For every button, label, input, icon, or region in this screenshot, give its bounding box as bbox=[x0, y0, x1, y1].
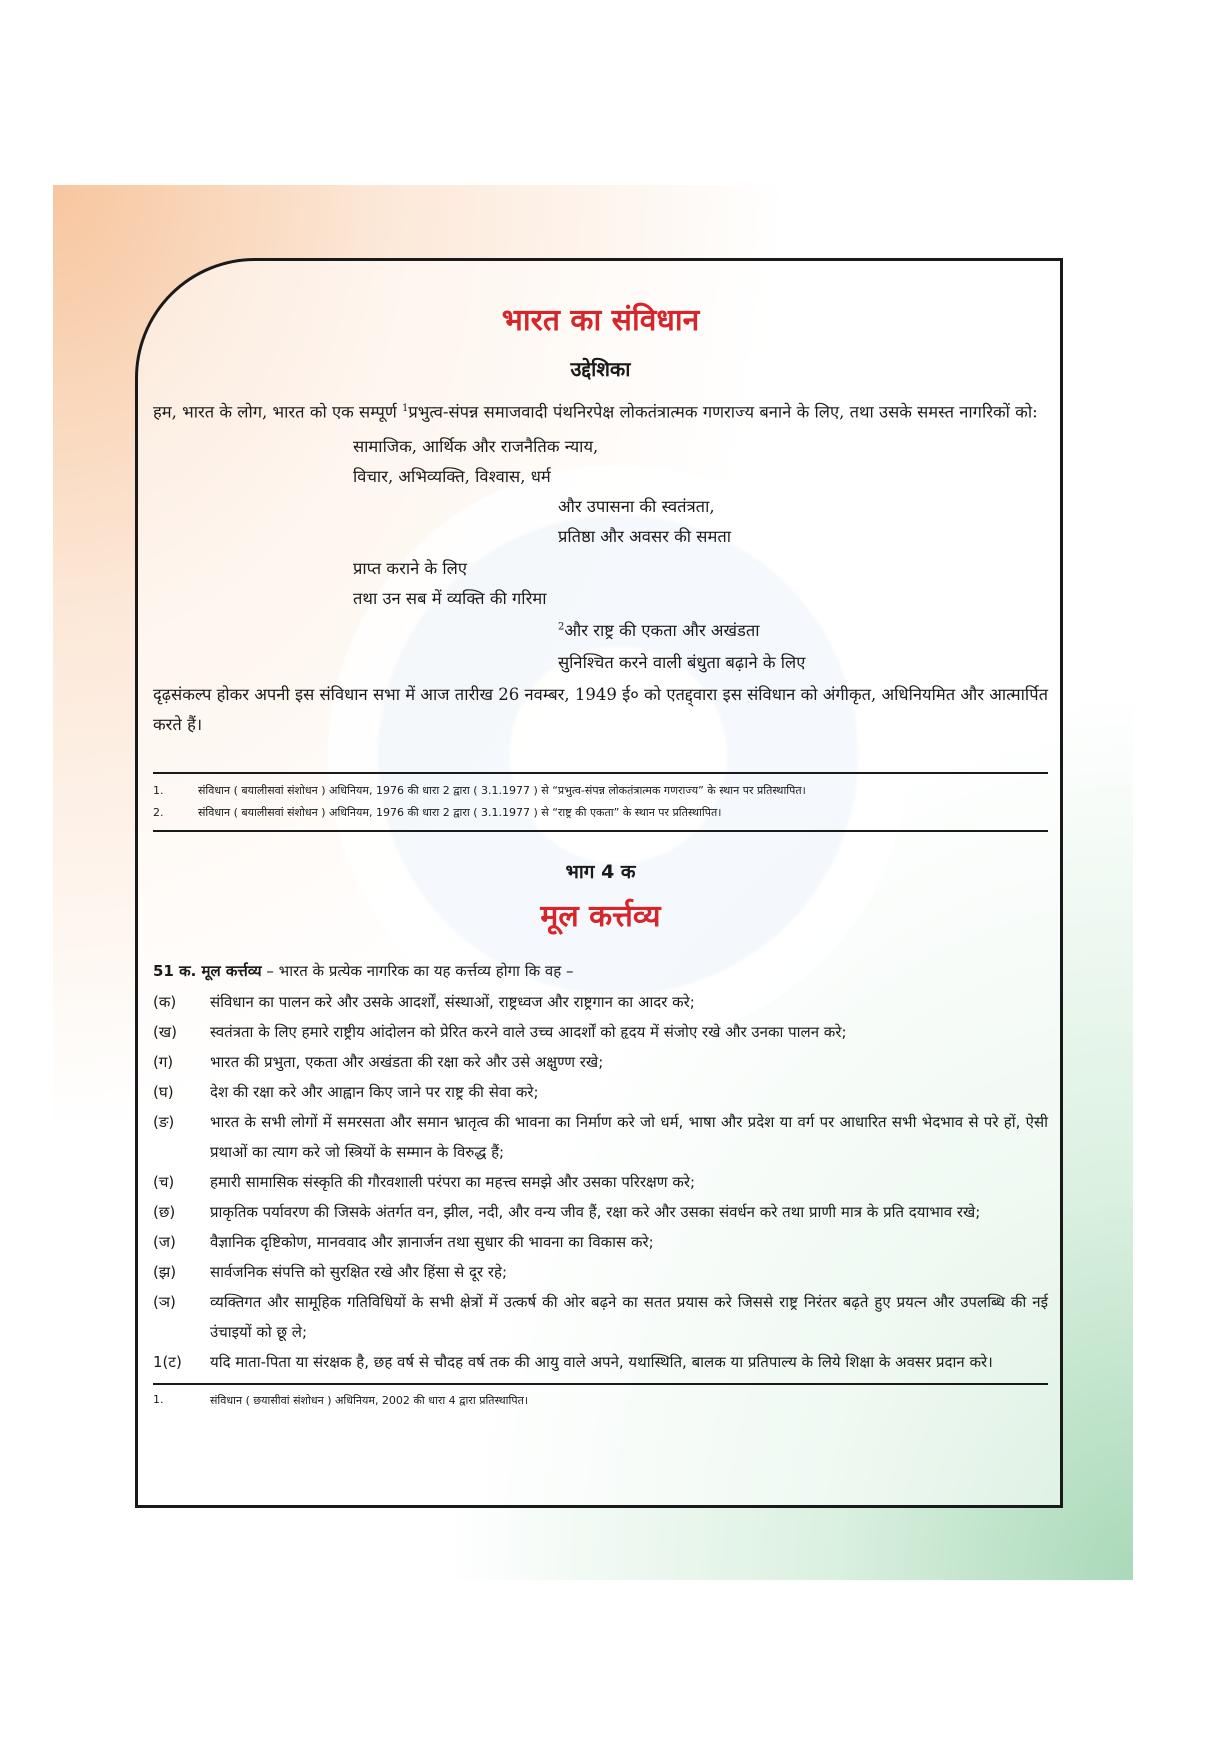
constitution-title: भारत का संविधान bbox=[501, 303, 700, 338]
verse-line bbox=[558, 618, 760, 641]
footnote-number: 2. bbox=[153, 805, 164, 819]
duty-label: (ख) bbox=[153, 1022, 177, 1041]
list-item bbox=[153, 1017, 1048, 1047]
list-item bbox=[153, 1227, 1048, 1257]
duty-text: भारत की प्रभुता, एकता और अखंडता की रक्षा करे और उसे अक्षुण्ण रखे; bbox=[210, 1052, 604, 1071]
duty-label: (क) bbox=[153, 992, 177, 1011]
list-item bbox=[153, 1287, 1048, 1347]
footnote bbox=[153, 802, 1048, 824]
preamble-heading: उद्देशिका bbox=[570, 357, 631, 381]
list-item bbox=[153, 1107, 1048, 1167]
duties-intro-bold: 51 क. मूल कर्त्तव्य bbox=[153, 961, 262, 980]
duties-footnote bbox=[153, 1383, 1048, 1408]
duty-text: प्राकृतिक पर्यावरण की जिसके अंतर्गत वन, झील, नदी, और वन्य जीव हैं, रक्षा करे और उसका संवर्धन करे तथा प्राणी मात्र के प्रति दयाभाव रखे; bbox=[210, 1202, 981, 1221]
duty-text: यदि माता-पिता या संरक्षक है, छह वर्ष से चौदह वर्ष तक की आयु वाले अपने, यथास्थिति, बालक या प्रतिपाल्य के लिये शिक्षा के अवसर प्रदान करे। bbox=[210, 1352, 993, 1371]
footnote-number: 1. bbox=[153, 783, 164, 797]
verse-line: सामाजिक, आर्थिक और राजनैतिक न्याय, bbox=[353, 436, 599, 456]
verse-line: और उपासना की स्वतंत्रता, bbox=[558, 496, 715, 516]
verse-line: प्राप्त कराने के लिए bbox=[353, 558, 467, 578]
list-item bbox=[153, 1167, 1048, 1197]
footnote-marker-1: 1 bbox=[402, 403, 409, 414]
preamble-closing bbox=[153, 680, 1048, 740]
list-item bbox=[153, 987, 1048, 1017]
duties-title: मूल कर्त्तव्य bbox=[540, 898, 661, 934]
list-item bbox=[153, 1257, 1048, 1287]
footnote-number: 1. bbox=[153, 1392, 164, 1406]
preamble-opening-b: प्रभुत्व-संपन्न समाजवादी पंथनिरपेक्ष लोकतंत्रात्मक गणराज्य बनाने के लिए, तथा उसके समस्त नागरिकों को: bbox=[408, 402, 1038, 422]
preamble-closing-text: दृढ़संकल्प होकर अपनी इस संविधान सभा में आज तारीख 26 नवम्बर, 1949 ई० को एतद्द्वारा इस संविधान को अंगीकृत, अधिनियमित और आत्मार्पित करते हैं। bbox=[153, 684, 1048, 734]
duty-text: वैज्ञानिक दृष्टिकोण, मानववाद और ज्ञानार्जन तथा सुधार की भावना का विकास करे; bbox=[210, 1232, 654, 1251]
duty-label: (च) bbox=[153, 1172, 175, 1191]
list-item bbox=[153, 1347, 1048, 1377]
footnote-text: संविधान ( बयालीसवां संशोधन ) अधिनियम, 1976 की धारा 2 द्वारा ( 3.1.1977 ) से “प्रभुत्व-संपन्न लोकतंत्रात्मक गणराज्य” के स्थान पर प्रतिस्थापित। bbox=[198, 783, 806, 797]
footnote bbox=[153, 780, 1048, 802]
list-item bbox=[153, 1077, 1048, 1107]
verse-line-text: और राष्ट्र की एकता और अखंडता bbox=[564, 620, 760, 640]
preamble-opening bbox=[153, 394, 1048, 428]
preamble-opening-a: हम, भारत के लोग, भारत को एक सम्पूर्ण bbox=[153, 402, 403, 422]
duty-text: देश की रक्षा करे और आह्वान किए जाने पर राष्ट्र की सेवा करे; bbox=[210, 1082, 539, 1101]
duty-label: (ङ) bbox=[153, 1112, 175, 1131]
verse-line: तथा उन सब में व्यक्ति की गरिमा bbox=[353, 588, 547, 608]
footnote-text: संविधान ( छयासीवां संशोधन ) अधिनियम, 2002 की धारा 4 द्वारा प्रतिस्थापित। bbox=[210, 1393, 529, 1407]
duty-text: संविधान का पालन करे और उसके आदर्शों, संस्थाओं, राष्ट्रध्वज और राष्ट्रगान का आदर करे; bbox=[210, 992, 695, 1011]
duty-label: (ज) bbox=[153, 1232, 176, 1251]
duty-text: भारत के सभी लोगों में समरसता और समान भ्रातृत्व की भावना का निर्माण करे जो धर्म, भाषा और प्रदेश या वर्ग पर आधारित सभी भेदभाव से परे हों, ऐसी प्रथाओं का त्याग करे जो स्त्रियों के सम्मान के विरुद्ध हैं; bbox=[210, 1112, 1048, 1161]
duty-label: (छ) bbox=[153, 1202, 176, 1221]
duty-text: हमारी सामासिक संस्कृति की गौरवशाली परंपरा का महत्त्व समझे और उसका परिरक्षण करे; bbox=[210, 1172, 696, 1191]
duty-label: (ञ) bbox=[153, 1292, 176, 1311]
footnote-marker-2: 2 bbox=[558, 621, 565, 632]
duty-label: 1(ट) bbox=[153, 1352, 182, 1371]
duty-label: (झ) bbox=[153, 1262, 177, 1281]
duty-label: (घ) bbox=[153, 1082, 174, 1101]
document-content bbox=[153, 290, 1048, 1408]
preamble-footnotes bbox=[153, 772, 1048, 832]
duty-label: (ग) bbox=[153, 1052, 174, 1071]
verse-line: प्रतिष्ठा और अवसर की समता bbox=[558, 526, 731, 546]
list-item bbox=[153, 1047, 1048, 1077]
duties-intro-rest: – भारत के प्रत्येक नागरिक का यह कर्त्तव्य होगा कि वह – bbox=[261, 961, 574, 980]
verse-line: सुनिश्चित करने वाली बंधुता बढ़ाने के लिए bbox=[558, 652, 806, 672]
duty-text: सार्वजनिक संपत्ति को सुरक्षित रखे और हिंसा से दूर रहे; bbox=[210, 1262, 508, 1281]
duties-list bbox=[153, 987, 1048, 1377]
duty-text: व्यक्तिगत और सामूहिक गतिविधियों के सभी क्षेत्रों में उत्कर्ष की ओर बढ़ने का सतत प्रयास करे जिससे राष्ट्र निरंतर बढ़ते हुए प्रयत्न और उपलब्धि की नई उंचाइयों को छू ले; bbox=[210, 1292, 1048, 1341]
part-label: भाग 4 क bbox=[565, 860, 636, 883]
verse-line: विचार, अभिव्यक्ति, विश्वास, धर्म bbox=[353, 466, 551, 486]
footnote-text: संविधान ( बयालीसवां संशोधन ) अधिनियम, 1976 की धारा 2 द्वारा ( 3.1.1977 ) से “राष्ट्र की एकता” के स्थान पर प्रतिस्थापित। bbox=[198, 805, 722, 819]
list-item bbox=[153, 1197, 1048, 1227]
duty-text: स्वतंत्रता के लिए हमारे राष्ट्रीय आंदोलन को प्रेरित करने वाले उच्च आदर्शों को हृदय में संजोए रखे और उनका पालन करे; bbox=[210, 1022, 847, 1041]
duties-intro bbox=[153, 957, 1048, 985]
preamble-verse bbox=[153, 428, 1048, 758]
